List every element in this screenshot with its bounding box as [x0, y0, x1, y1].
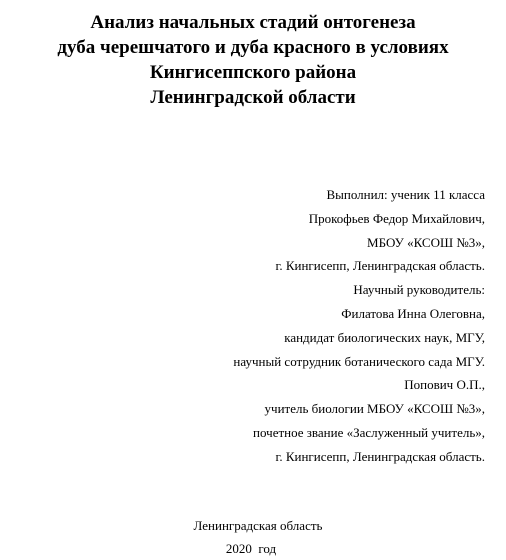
title-line: дуба черешчатого и дуба красного в условиях	[57, 37, 449, 58]
title-line: Ленинградской области	[150, 87, 356, 108]
title-line: Кингисеппского района	[149, 62, 357, 83]
document-footer	[0, 514, 506, 560]
supervisor-heading: Научный руководитель:	[353, 282, 485, 298]
author-role: Выполнил: ученик 11 класса	[326, 187, 485, 202]
supervisor-degree: кандидат биологических наук, МГУ,	[284, 329, 485, 345]
second-supervisor-name: Попович О.П.,	[404, 377, 485, 393]
footer-year: 2020 год	[225, 541, 277, 556]
footer-region: Ленинградская область	[193, 518, 323, 533]
supervisor-position: научный сотрудник ботанического сада МГУ.	[233, 353, 485, 369]
author-city: г. Кингисепп, Ленинградская область.	[275, 258, 485, 274]
author-school: МБОУ «КСОШ №3»,	[367, 234, 485, 250]
second-supervisor-position: учитель биологии МБОУ «КСОШ №3»,	[264, 401, 485, 417]
supervisor-name: Филатова Инна Олеговна,	[341, 305, 485, 321]
title-line: Анализ начальных стадий онтогенеза	[90, 12, 416, 33]
second-supervisor-city: г. Кингисепп, Ленинградская область.	[275, 448, 485, 464]
document-title	[0, 10, 506, 110]
author-info-block	[233, 183, 485, 469]
author-name: Прокофьев Федор Михайлович,	[308, 210, 485, 226]
second-supervisor-title: почетное звание «Заслуженный учитель»,	[253, 424, 485, 440]
